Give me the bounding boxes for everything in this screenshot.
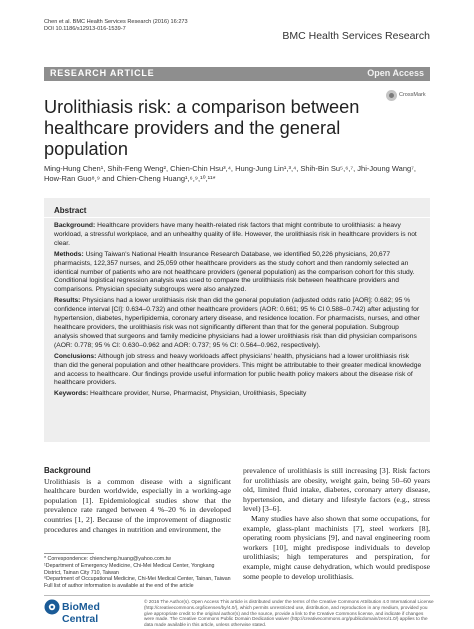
abstract-body — [54, 222, 422, 401]
abstract-methods — [54, 251, 422, 296]
article-title: Urolithiasis risk: a comparison between healthcare providers and the general population — [44, 97, 360, 159]
journal-name: BMC Health Services Research — [282, 30, 430, 42]
article-type-band — [44, 67, 430, 81]
body-column-right — [243, 466, 430, 581]
abstract-keywords-text: Healthcare provider, Nurse, Pharmacist, Physician, Urolithiasis, Specialty — [88, 390, 307, 398]
abstract-divider — [44, 217, 430, 218]
biomed-central-logo-text: BioMed Central — [62, 601, 100, 625]
biomed-central-logo[interactable] — [44, 598, 134, 625]
correspondence-line[interactable]: * Correspondence: chiencheng.huang@yahoo.com.tw — [44, 556, 171, 562]
body-column-left — [44, 466, 231, 534]
abstract-results — [54, 297, 422, 350]
abstract-conclusions-label: Conclusions: — [54, 352, 97, 360]
abstract-results-label: Results: — [54, 297, 81, 305]
crossmark-label: CrossMark — [399, 92, 426, 98]
abstract-keywords-label: Keywords: — [54, 390, 89, 398]
affiliation-6: ⁶Department of Occupational Medicine, Chi-Mei Medical Center, Tainan, Taiwan — [44, 576, 231, 583]
body-paragraph: Many studies have also shown that some occupations, for example, glass-plant machinists [7], steel workers [8], operating room physicians [9], and naval engineering room workers [10], might predispose individuals to develop urolithiasis; high temperatures and perspiration, for example, might cause dehydration, which would predispose some people to develop urolithiasis. — [243, 513, 430, 581]
abstract-methods-label: Methods: — [54, 250, 84, 258]
abstract-box — [44, 198, 430, 442]
abstract-methods-text: Using Taiwan's National Health Insurance Research Database, we identified 50,226 physicians, 20,677 pharmacists, 122,357 nurses, and 25,059 other healthcare providers as the study cohort and then randomly selected an identical number of patients who are not healthcare providers (general population) as the comparison cohort for this study. Conditional logistical regression analysis was used to compare the urolithiasis risk between healthcare providers and comparisons. Physician specialty subgroups were also analyzed. — [54, 250, 415, 294]
body-paragraph: prevalence of urolithiasis is still increasing [3]. Risk factors for urolithiasis are obesity, weight gain, being 50–60 years old, limited fluid intake, diabetes, coronary artery disease, hypertension, and dietary and lifestyle factors (e.g., stress level) [3–6]. — [243, 466, 430, 514]
abstract-conclusions — [54, 353, 422, 389]
section-heading-background: Background — [44, 466, 91, 475]
abstract-background-label: Background: — [54, 222, 96, 229]
abstract-heading: Abstract — [54, 206, 87, 215]
article-type-label: RESEARCH ARTICLE — [50, 68, 155, 78]
body-paragraph: Urolithiasis is a common disease with a significant healthcare burden worldwide, especially in a working-age population [1]. Epidemiological studies show that the prevalence rate ranged between 4 %–20 % in developed countries [1, 2]. Because of the improvement of diagnostic procedures and changes in nutrition and environment, the — [44, 476, 231, 534]
license-statement: © 2016 The Author(s). Open Access This article is distributed under the terms of the Creative Commons Attribution 4.0 International License (http://creativecommons.org/licenses/by/4.0/), which permits unrestricted use, distribution, and reproduction in any medium, provided you give appropriate credit to the original author(s) and the source, provide a link to the Creative Commons license, and indicate if changes were made. The Creative Commons Public Domain Dedication waiver (http://creativecommons.org/publicdomain/zero/1.0/) applies to the data made available in this article, unless otherwise stated. — [144, 599, 434, 628]
citation-line: Chen et al. BMC Health Services Research (2016) 16:273 — [44, 19, 188, 25]
affiliation-1: ¹Department of Emergency Medicine, Chi-Mei Medical Center, Yongkang District, Tainan City 710, Taiwan — [44, 562, 215, 576]
author-list: Ming-Hung Chen¹, Shih-Feng Weng², Chien-Chin Hsu³,⁴, Hung-Jung Lin¹,³,⁴, Shih-Bin Su⁵,⁶,⁷, Jhi-Joung Wang⁷, How-Ran Guo⁸,⁹ and Chien-Cheng Huang¹,⁶,⁹,¹⁰,¹¹* — [44, 164, 416, 183]
running-header — [44, 19, 188, 33]
abstract-conclusions-text: Although job stress and heavy workloads affect physicians' health, physicians had a lower urolithiasis risk than did the general population and other healthcare providers. This might be attributable to their greater medical knowledge and access to healthcare. Our findings provide useful information for public health policy makers about the disease risk of healthcare providers. — [54, 352, 422, 387]
crossmark-badge[interactable] — [386, 90, 436, 102]
author-info-note: Full list of author information is available at the end of the article — [44, 583, 194, 590]
abstract-keywords — [54, 390, 422, 399]
abstract-background — [54, 222, 422, 249]
footer-divider — [44, 595, 430, 596]
footnote-divider — [44, 553, 94, 554]
abstract-background-text: Healthcare providers have many health-related risk factors that might contribute to urolithiasis: a heavy workload, a stressful workplace, and an unhealthy quality of life. However, the urolithiasis risk in healthcare providers is not clear. — [54, 222, 417, 247]
footnotes — [44, 556, 231, 590]
biomed-central-logo-icon — [44, 599, 60, 615]
crossmark-icon — [386, 90, 397, 101]
doi-line[interactable]: DOI 10.1186/s12913-016-1539-7 — [44, 26, 126, 32]
abstract-results-text: Physicians had a lower urolithiasis risk than did the general population (adjusted odds ratio [AOR]: 0.682; 95 % confidence interval [CI]: 0.634–0.732) and other healthcare providers (AOR: 0.661; 95 % CI 0.588–0.742) after adjusting for hypertension, diabetes, hyperlipidemia, coronary artery disease, and residence location. For pharmacists, nurses, and other healthcare providers, the urolithiasis risk was not significantly different than that for the general population. Subgroup analysis showed that surgeons and family medicine physicians had a lower urolithiasis risk than did physician comparisons (AOR: 0.778; 95 % CI: 0.630–0.962 and AOR: 0.737; 95 % CI: 0.564–0.962, respectively). — [54, 297, 420, 349]
open-access-label: Open Access — [367, 68, 424, 78]
